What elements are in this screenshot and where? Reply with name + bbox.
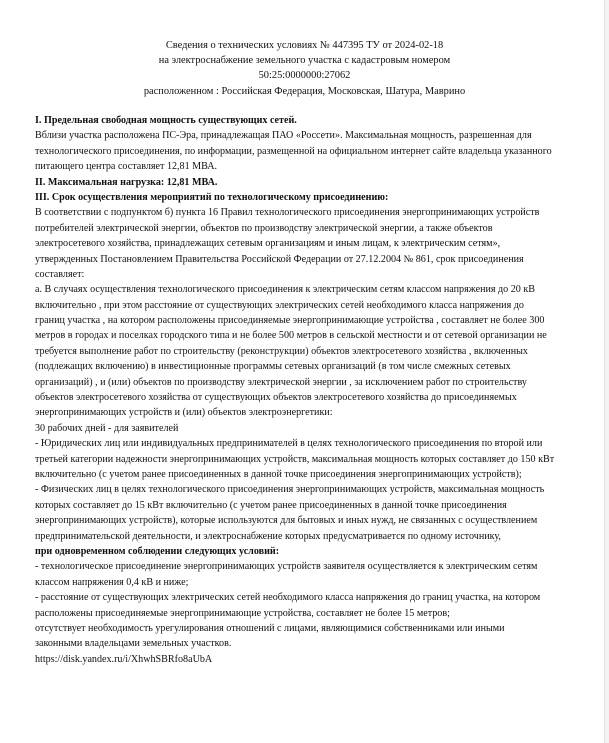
item-a-line: объектов электросетевого хозяйства от существующих объектов электросетевого хозяйства до присоединяемых [35, 392, 517, 404]
legal-entities-line: третьей категории надежности энергопринимающих устройств, максимальная мощность которых составляет до 150 кВт [35, 453, 555, 465]
section2-title: II. Максимальная нагрузка: 12,81 МВА. [35, 176, 218, 188]
condition-line: расположены присоединяемые энергопринимающие устройства, составляет не более 15 метров; [35, 607, 450, 619]
section1-title: I. Предельная свободная мощность существующих сетей. [35, 115, 297, 126]
section3-intro-line: В соответствии с подпунктом б) пункта 16 Правил технологического присоединения энергопринимающих устройств [35, 207, 540, 219]
item-a-line: а. В случаях осуществления технологического присоединения к электрическим сетям классом напряжения до 20 кВ [35, 284, 535, 296]
item-a-line: (подлежащих включению) в инвестиционные программы сетевых организаций (в том числе смежных сетевых [35, 361, 511, 373]
individuals-line: - Физических лиц в целях технологического присоединения энергопринимающих устройств, максимальная мощность [35, 484, 545, 496]
item-a-line: требуется выполнение работ по строительству (реконструкции) объектов электросетевого хозяйства , включенных [35, 345, 528, 357]
section3-intro-line: составляет: [35, 268, 85, 280]
item-a-line: включительно , при этом расстояние от существующих электрических сетей необходимого класса напряжения до [35, 299, 524, 311]
condition-line: - технологическое присоединение энергопринимающих устройств заявителя осуществляется к электрическим сетям [35, 561, 538, 573]
individuals-line: которых составляет до 15 кВт включительно (с учетом ранее присоединенных в данной точке присоединения [35, 499, 507, 511]
item-a-line: границ участка , на котором расположены присоединяемые энергопринимающие устройства , составляет не более 300 [35, 315, 545, 327]
section1-line: технологического присоединения, по информации, размещенной на официальном интернет сайте владельца указанного [35, 145, 552, 157]
condition-line: законными владельцами земельных участков. [35, 638, 232, 650]
header-title: Сведения о технических условиях № 447395 ТУ от 2024-02-18 [165, 40, 444, 51]
section3-intro-line: потребителей электрической энергии, объектов по производству электрической энергии, а также объектов [35, 222, 493, 234]
header-subtitle: на электроснабжение земельного участка с кадастровым номером [158, 55, 451, 67]
cadastral-number: 50:25:0000000:27062 [258, 70, 351, 82]
item-a-line: организаций) , и (или) объектов по производству электрической энергии , за исключением работ по строительству [35, 376, 527, 388]
document-body [35, 113, 600, 667]
section1-line: Вблизи участка расположена ПС-Эра, принадлежащая ПАО «Россети». Максимальная мощность, разрешенная для [35, 130, 532, 142]
condition-line: - расстояние от существующих электрических сетей необходимого класса напряжения до границ участка, на котором [35, 592, 541, 604]
scrollbar-edge [604, 0, 609, 743]
individuals-line: энергопринимающих устройств), которые используются для бытовых и иных нужд, не связанных с осуществлением [35, 515, 538, 527]
item-a-line: метров в городах и поселках городского типа и не более 500 метров в сельской местности и от сетевой организации не [35, 330, 547, 342]
condition-line: классом напряжения 0,4 кВ и ниже; [35, 576, 189, 588]
location-line: расположенном : Российская Федерация, Московская, Шатура, Маврино [143, 85, 466, 97]
section3-title: III. Срок осуществления мероприятий по технологическому присоединению: [35, 191, 389, 203]
condition-line: отсутствует необходимость урегулирования отношений с лицами, являющимися собственниками или иными [35, 622, 505, 634]
section1-line: питающего центра составляет 12,81 МВА. [35, 161, 218, 173]
section3-intro-line: электросетевого хозяйства, принадлежащих сетевым организациям и иным лицам, к электрическим сетям», [35, 238, 501, 250]
individuals-line: предпринимательской деятельности, и электроснабжение которых предусматривается по одному источнику, [35, 530, 501, 542]
term-line: 30 рабочих дней - для заявителей [35, 422, 179, 434]
legal-entities-line: включительно (с учетом ранее присоединенных в данной точке присоединения энергопринимающих устройств); [35, 468, 522, 480]
item-a-line: энергопринимающих устройств и (или) объектов электроэнергетики: [35, 407, 333, 419]
section3-intro-line: утвержденных Постановлением Правительства Российской Федерации от 27.12.2004 № 861, срок присоединения [35, 253, 524, 265]
conditions-title: при одновременном соблюдении следующих условий: [35, 545, 280, 557]
document-header [0, 38, 609, 99]
source-link[interactable]: https://disk.yandex.ru/i/XhwhSBRfo8aUbA [35, 653, 213, 665]
legal-entities-line: - Юридических лиц или индивидуальных предпринимателей в целях технологического присоединения по второй или [35, 438, 543, 450]
